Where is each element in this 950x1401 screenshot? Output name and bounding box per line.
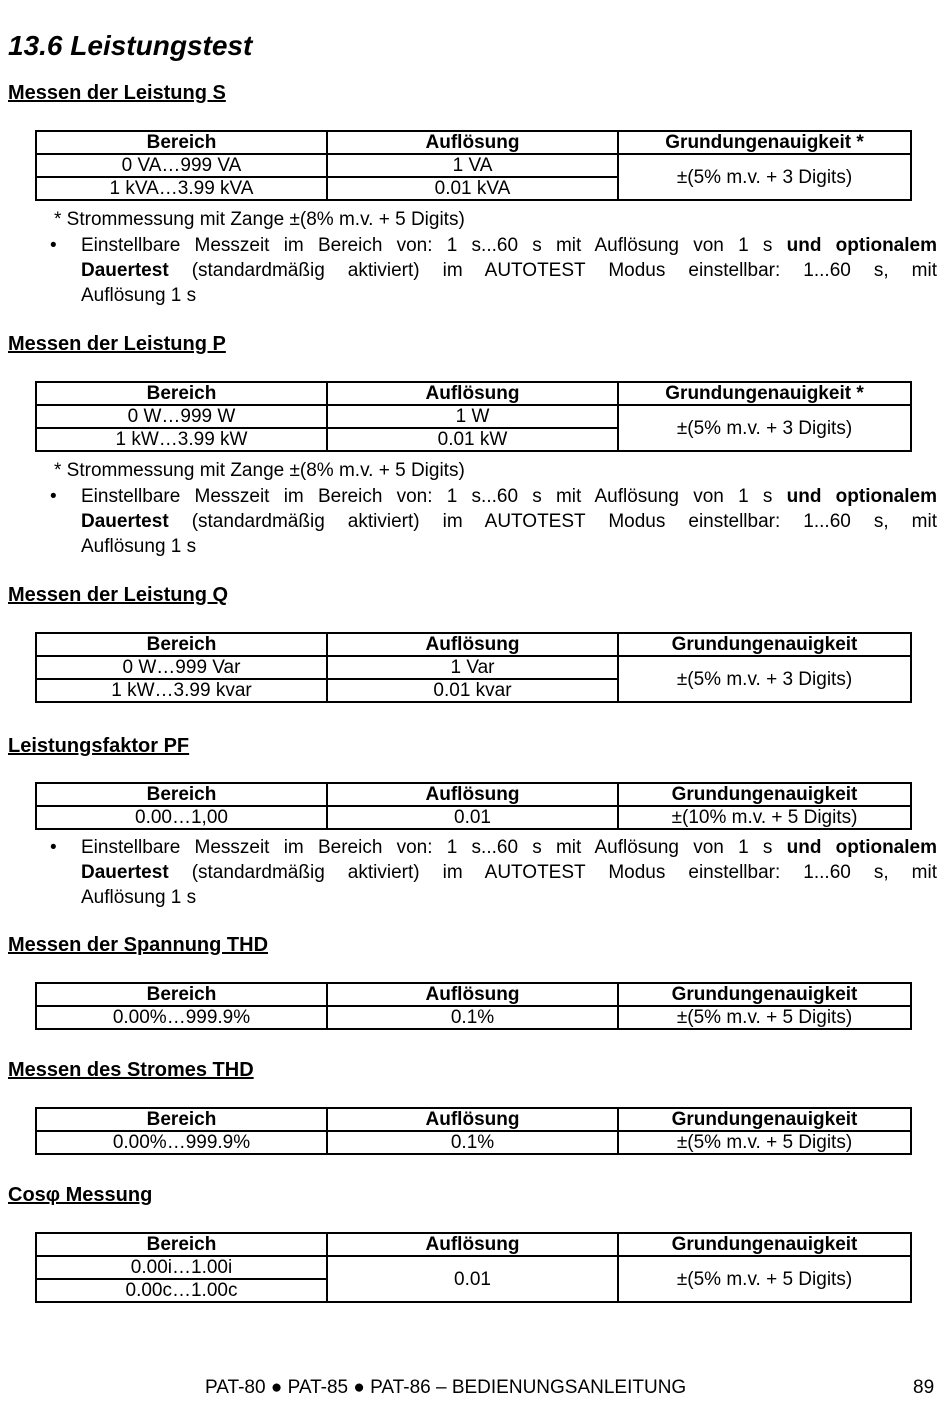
header-bereich: Bereich bbox=[36, 131, 327, 154]
cell-range: 0.00%…999.9% bbox=[36, 1131, 327, 1154]
section-heading-current-thd: Messen des Stromes THD bbox=[8, 1059, 254, 1081]
cell-range: 0.00…1,00 bbox=[36, 806, 327, 829]
table-power-p bbox=[35, 381, 912, 452]
cell-range: 0 W…999 W bbox=[36, 405, 327, 428]
cell-range: 1 kW…3.99 kvar bbox=[36, 679, 327, 702]
cell-resolution: 0.01 kW bbox=[327, 428, 618, 451]
bullet-text-bold: und optionalem bbox=[786, 837, 937, 858]
cell-resolution: 0.1% bbox=[327, 1131, 618, 1154]
bullet-text-bold: und optionalem bbox=[786, 235, 937, 256]
cell-resolution: 0.01 bbox=[327, 806, 618, 829]
bullet-text-bold: Dauertest bbox=[81, 862, 169, 883]
table-current-thd bbox=[35, 1107, 912, 1155]
section-heading-voltage-thd: Messen der Spannung THD bbox=[8, 934, 269, 956]
table-header-row bbox=[36, 1108, 911, 1131]
table-power-q bbox=[35, 632, 912, 703]
header-bereich: Bereich bbox=[36, 382, 327, 405]
bullet-text: Einstellbare Messzeit im Bereich von: 1 s...60 s mit Auflösung von 1 s bbox=[81, 235, 787, 256]
table-row bbox=[36, 806, 911, 829]
header-aufloesung: Auflösung bbox=[327, 131, 618, 154]
bullet-text: Auflösung 1 s bbox=[81, 887, 197, 908]
header-genauigkeit: Grundungenauigkeit * bbox=[618, 131, 911, 154]
cell-accuracy: ±(5% m.v. + 3 Digits) bbox=[618, 656, 911, 702]
section-heading-power-p: Messen der Leistung P bbox=[8, 333, 226, 355]
section-heading-cosphi: Cosφ Messung bbox=[8, 1184, 153, 1206]
header-aufloesung: Auflösung bbox=[327, 382, 618, 405]
table-power-factor bbox=[35, 782, 912, 830]
header-genauigkeit: Grundungenauigkeit bbox=[618, 1108, 911, 1131]
table-header-row bbox=[36, 382, 911, 405]
cell-accuracy: ±(5% m.v. + 3 Digits) bbox=[618, 405, 911, 451]
header-aufloesung: Auflösung bbox=[327, 1233, 618, 1256]
table-voltage-thd bbox=[35, 982, 912, 1030]
section-heading-power-s: Messen der Leistung S bbox=[8, 82, 226, 104]
table-header-row bbox=[36, 983, 911, 1006]
table-header-row bbox=[36, 783, 911, 806]
bullet-text: Auflösung 1 s bbox=[81, 536, 197, 557]
cell-range: 0.00c…1.00c bbox=[36, 1279, 327, 1302]
table-row bbox=[36, 1006, 911, 1029]
header-genauigkeit: Grundungenauigkeit bbox=[618, 1233, 911, 1256]
header-aufloesung: Auflösung bbox=[327, 783, 618, 806]
header-aufloesung: Auflösung bbox=[327, 1108, 618, 1131]
bullet-text: (standardmäßig aktiviert) im AUTOTEST Modus einstellbar: 1...60 s, mit bbox=[191, 260, 938, 281]
footnote-clamp: * Strommessung mit Zange ±(8% m.v. + 5 Digits) bbox=[54, 209, 465, 230]
cell-range: 1 kVA…3.99 kVA bbox=[36, 177, 327, 200]
header-aufloesung: Auflösung bbox=[327, 633, 618, 656]
section-heading-power-q: Messen der Leistung Q bbox=[8, 584, 229, 606]
cell-range: 0 VA…999 VA bbox=[36, 154, 327, 177]
header-bereich: Bereich bbox=[36, 1233, 327, 1256]
cell-accuracy: ±(5% m.v. + 5 Digits) bbox=[618, 1131, 911, 1154]
bullet-text: Einstellbare Messzeit im Bereich von: 1 s...60 s mit Auflösung von 1 s bbox=[81, 486, 787, 507]
cell-resolution: 1 W bbox=[327, 405, 618, 428]
footnote-clamp: * Strommessung mit Zange ±(8% m.v. + 5 Digits) bbox=[54, 460, 465, 481]
header-genauigkeit: Grundungenauigkeit * bbox=[618, 382, 911, 405]
table-header-row bbox=[36, 1233, 911, 1256]
cell-resolution: 1 Var bbox=[327, 656, 618, 679]
cell-resolution: 0.01 kvar bbox=[327, 679, 618, 702]
bullet-dot-icon: • bbox=[50, 837, 57, 858]
table-row bbox=[36, 1256, 911, 1279]
bullet-measurement-time bbox=[50, 233, 937, 308]
bullet-measurement-time bbox=[50, 835, 937, 910]
header-bereich: Bereich bbox=[36, 1108, 327, 1131]
bullet-measurement-time bbox=[50, 484, 937, 559]
bullet-text: (standardmäßig aktiviert) im AUTOTEST Modus einstellbar: 1...60 s, mit bbox=[191, 511, 938, 532]
cell-range: 0.00i…1.00i bbox=[36, 1256, 327, 1279]
bullet-text-bold: und optionalem bbox=[786, 486, 937, 507]
bullet-dot-icon: • bbox=[50, 235, 57, 256]
cell-accuracy: ±(5% m.v. + 3 Digits) bbox=[618, 154, 911, 200]
cell-resolution: 0.01 bbox=[327, 1256, 618, 1302]
section-heading-power-factor: Leistungsfaktor PF bbox=[8, 735, 190, 757]
header-bereich: Bereich bbox=[36, 983, 327, 1006]
header-aufloesung: Auflösung bbox=[327, 983, 618, 1006]
footer-text: PAT-80 ● PAT-85 ● PAT-86 – BEDIENUNGSANLEITUNG bbox=[205, 1377, 687, 1398]
cell-resolution: 0.01 kVA bbox=[327, 177, 618, 200]
cell-range: 0 W…999 Var bbox=[36, 656, 327, 679]
cell-resolution: 0.1% bbox=[327, 1006, 618, 1029]
table-row bbox=[36, 405, 911, 428]
table-header-row bbox=[36, 131, 911, 154]
cell-accuracy: ±(5% m.v. + 5 Digits) bbox=[618, 1256, 911, 1302]
table-power-s bbox=[35, 130, 912, 201]
table-row bbox=[36, 154, 911, 177]
header-genauigkeit: Grundungenauigkeit bbox=[618, 633, 911, 656]
bullet-text: Einstellbare Messzeit im Bereich von: 1 s...60 s mit Auflösung von 1 s bbox=[81, 837, 787, 858]
cell-accuracy: ±(5% m.v. + 5 Digits) bbox=[618, 1006, 911, 1029]
cell-resolution: 1 VA bbox=[327, 154, 618, 177]
bullet-text-bold: Dauertest bbox=[81, 260, 169, 281]
cell-range: 0.00%…999.9% bbox=[36, 1006, 327, 1029]
header-genauigkeit: Grundungenauigkeit bbox=[618, 783, 911, 806]
bullet-text-bold: Dauertest bbox=[81, 511, 169, 532]
header-bereich: Bereich bbox=[36, 783, 327, 806]
cell-accuracy: ±(10% m.v. + 5 Digits) bbox=[618, 806, 911, 829]
header-bereich: Bereich bbox=[36, 633, 327, 656]
page-number: 89 bbox=[913, 1377, 935, 1398]
table-header-row bbox=[36, 633, 911, 656]
header-genauigkeit: Grundungenauigkeit bbox=[618, 983, 911, 1006]
table-row bbox=[36, 656, 911, 679]
bullet-dot-icon: • bbox=[50, 486, 57, 507]
page-title: 13.6 Leistungstest bbox=[8, 30, 253, 61]
table-cosphi bbox=[35, 1232, 912, 1303]
cell-range: 1 kW…3.99 kW bbox=[36, 428, 327, 451]
bullet-text: (standardmäßig aktiviert) im AUTOTEST Modus einstellbar: 1...60 s, mit bbox=[191, 862, 938, 883]
table-row bbox=[36, 1131, 911, 1154]
bullet-text: Auflösung 1 s bbox=[81, 285, 197, 306]
